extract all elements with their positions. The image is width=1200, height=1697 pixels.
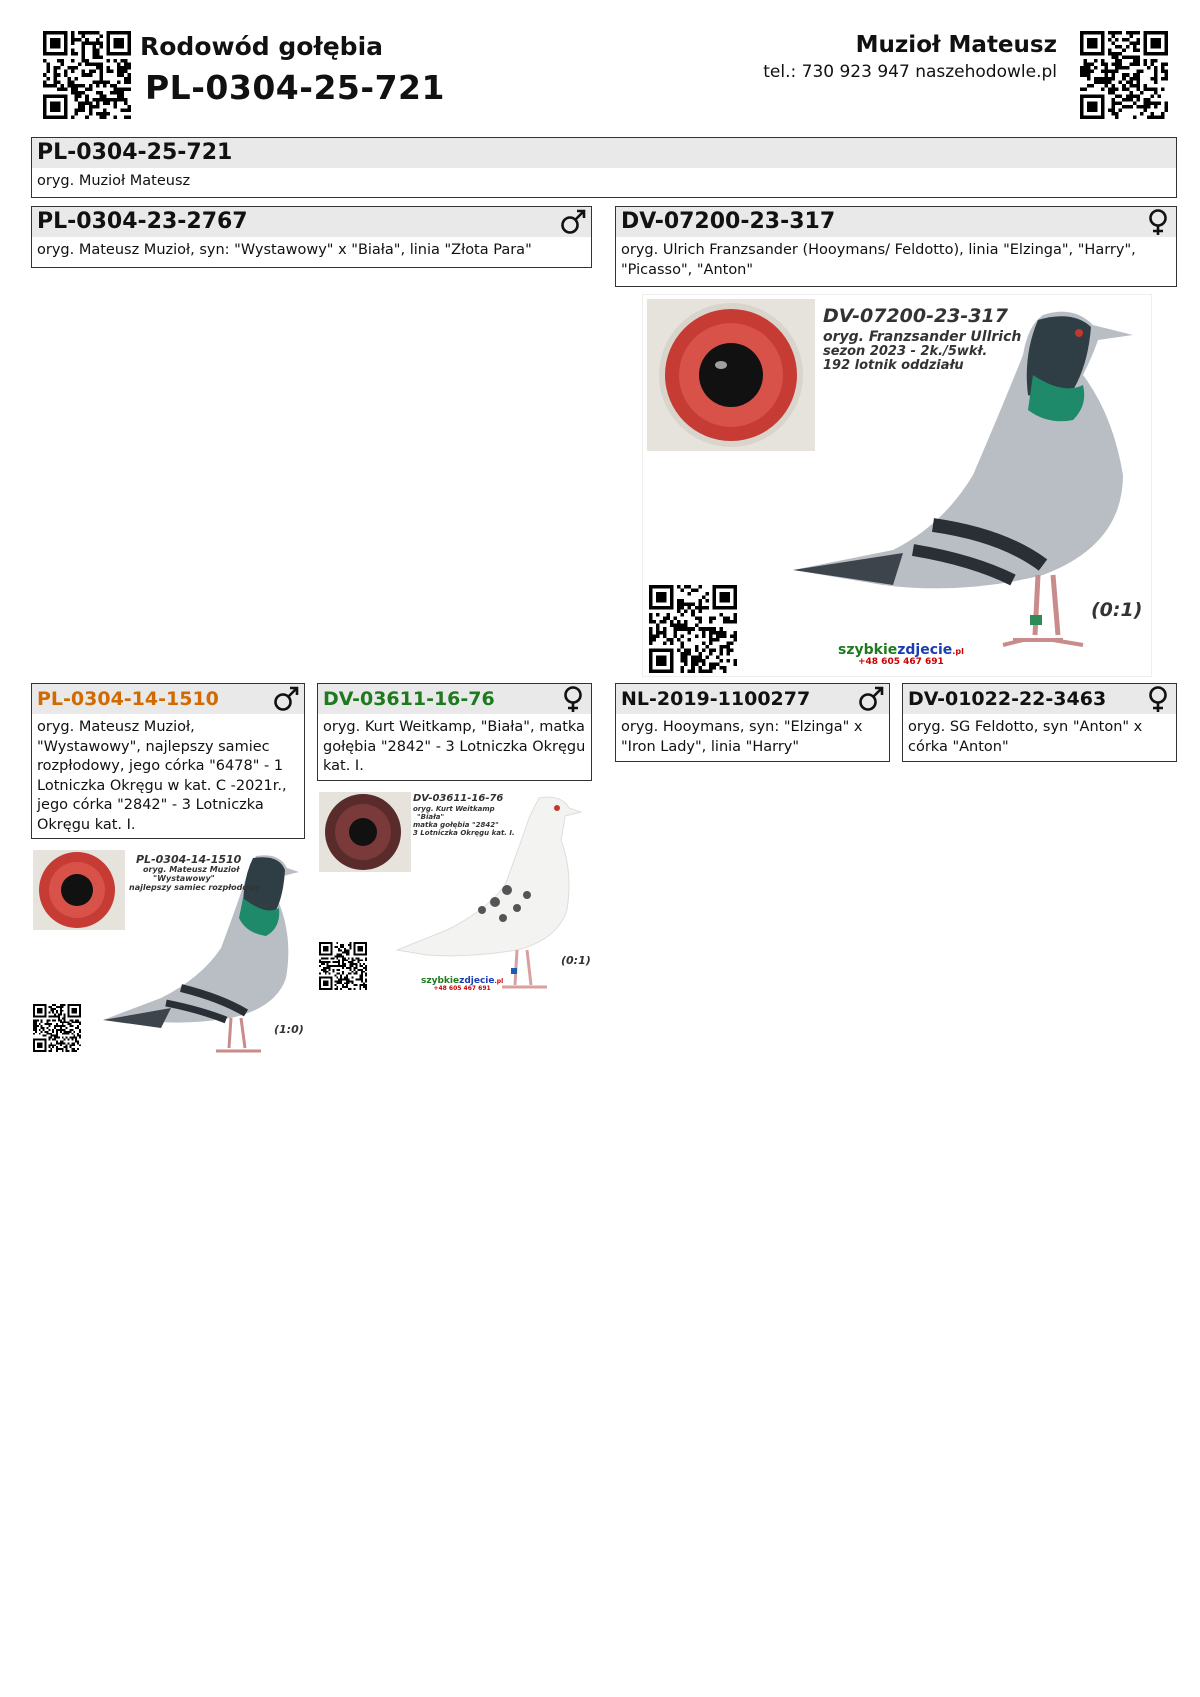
grandmother-maternal-ring: DV-01022-22-3463 <box>908 688 1107 710</box>
grandmother-paternal-photo-title: DV-03611-16-76 <box>413 793 504 804</box>
qr-code-icon <box>1080 31 1168 119</box>
pedigree-ring-number: PL-0304-25-721 <box>145 68 445 107</box>
grandmother-paternal-card <box>317 683 592 781</box>
grandmother-paternal-photo-ratio: (0:1) <box>561 954 591 967</box>
grandmother-paternal-ring: DV-03611-16-76 <box>323 688 495 710</box>
grandmother-maternal-description: oryg. SG Feldotto, syn "Anton" x córka "Anton" <box>908 719 1143 755</box>
mother-card <box>615 206 1177 287</box>
grandfather-paternal-photo-line-3: najlepszy samiec rozpłodowy <box>129 883 261 892</box>
owner-name: Muzioł Mateusz <box>855 32 1057 58</box>
father-ring: PL-0304-23-2767 <box>37 209 248 234</box>
grandfather-maternal-card <box>615 683 890 762</box>
photographer-logo: szybkiezdjecie.pl +48 605 467 691 <box>421 976 504 992</box>
mother-ring: DV-07200-23-317 <box>621 209 836 234</box>
mother-photo-line-1: oryg. Franzsander Ullrich <box>823 329 1022 345</box>
female-symbol-icon <box>559 685 587 713</box>
qr-code-icon <box>649 585 737 673</box>
qr-code-icon <box>33 1004 81 1052</box>
mother-description: oryg. Ulrich Franzsander (Hooymans/ Feldotto), linia "Elzinga", "Harry", "Picasso", "Anton" <box>621 242 1136 278</box>
grandmother-paternal-photo-line-2: "Biała" <box>417 813 445 821</box>
qr-code-icon <box>43 31 131 119</box>
mother-photo-line-2: sezon 2023 - 2k./5wkł. <box>823 344 988 359</box>
grandmother-paternal-photo <box>317 790 592 996</box>
grandmother-maternal-card <box>902 683 1177 762</box>
pedigree-title: Rodowód gołębia <box>140 32 384 61</box>
qr-code-icon <box>319 942 367 990</box>
subject-card <box>31 137 1177 198</box>
father-card <box>31 206 592 268</box>
male-symbol-icon <box>272 685 300 713</box>
grandfather-paternal-photo-ratio: (1:0) <box>274 1023 304 1036</box>
subject-description: oryg. Muzioł Mateusz <box>37 173 191 189</box>
grandfather-maternal-ring: NL-2019-1100277 <box>621 688 811 710</box>
grandfather-maternal-description: oryg. Hooymans, syn: "Elzinga" x "Iron Lady", linia "Harry" <box>621 719 863 755</box>
grandfather-paternal-photo-title: PL-0304-14-1510 <box>136 853 242 866</box>
grandmother-paternal-photo-line-1: oryg. Kurt Weitkamp <box>413 805 495 813</box>
mother-photo-ratio: (0:1) <box>1091 599 1143 621</box>
grandfather-paternal-card <box>31 683 305 839</box>
father-description: oryg. Mateusz Muzioł, syn: "Wystawowy" x "Biała", linia "Złota Para" <box>37 242 532 258</box>
mother-photo-title: DV-07200-23-317 <box>823 305 1008 327</box>
subject-ring: PL-0304-25-721 <box>37 140 233 165</box>
grandfather-paternal-ring: PL-0304-14-1510 <box>37 688 219 710</box>
grandfather-paternal-photo-line-1: oryg. Mateusz Muzioł <box>143 865 240 874</box>
male-symbol-icon <box>559 208 587 236</box>
female-symbol-icon <box>1144 208 1172 236</box>
mother-photo-line-3: 192 lotnik oddziału <box>823 358 964 373</box>
grandfather-paternal-photo-line-2: "Wystawowy" <box>153 874 215 883</box>
grandmother-paternal-description: oryg. Kurt Weitkamp, "Biała", matka gołębia "2842" - 3 Lotniczka Okręgu kat. I. <box>323 719 586 774</box>
photographer-logo: szybkiezdjecie.pl +48 605 467 691 <box>838 642 964 667</box>
grandfather-paternal-description: oryg. Mateusz Muzioł, "Wystawowy", najlepszy samiec rozpłodowy, jego córka "6478" - 1 Lotniczka Okręgu w kat. C -2021r., jego córka "2842" - 3 Lotniczka Okręgu kat. I. <box>37 719 287 833</box>
male-symbol-icon <box>857 685 885 713</box>
mother-photo <box>642 294 1152 677</box>
grandmother-paternal-photo-line-4: 3 Lotniczka Okręgu kat. I. <box>413 829 515 837</box>
grandfather-paternal-photo <box>31 848 305 1054</box>
grandmother-paternal-photo-line-3: matka gołębia "2842" <box>413 821 499 829</box>
female-symbol-icon <box>1144 685 1172 713</box>
owner-contact: tel.: 730 923 947 naszehodowle.pl <box>763 62 1057 82</box>
